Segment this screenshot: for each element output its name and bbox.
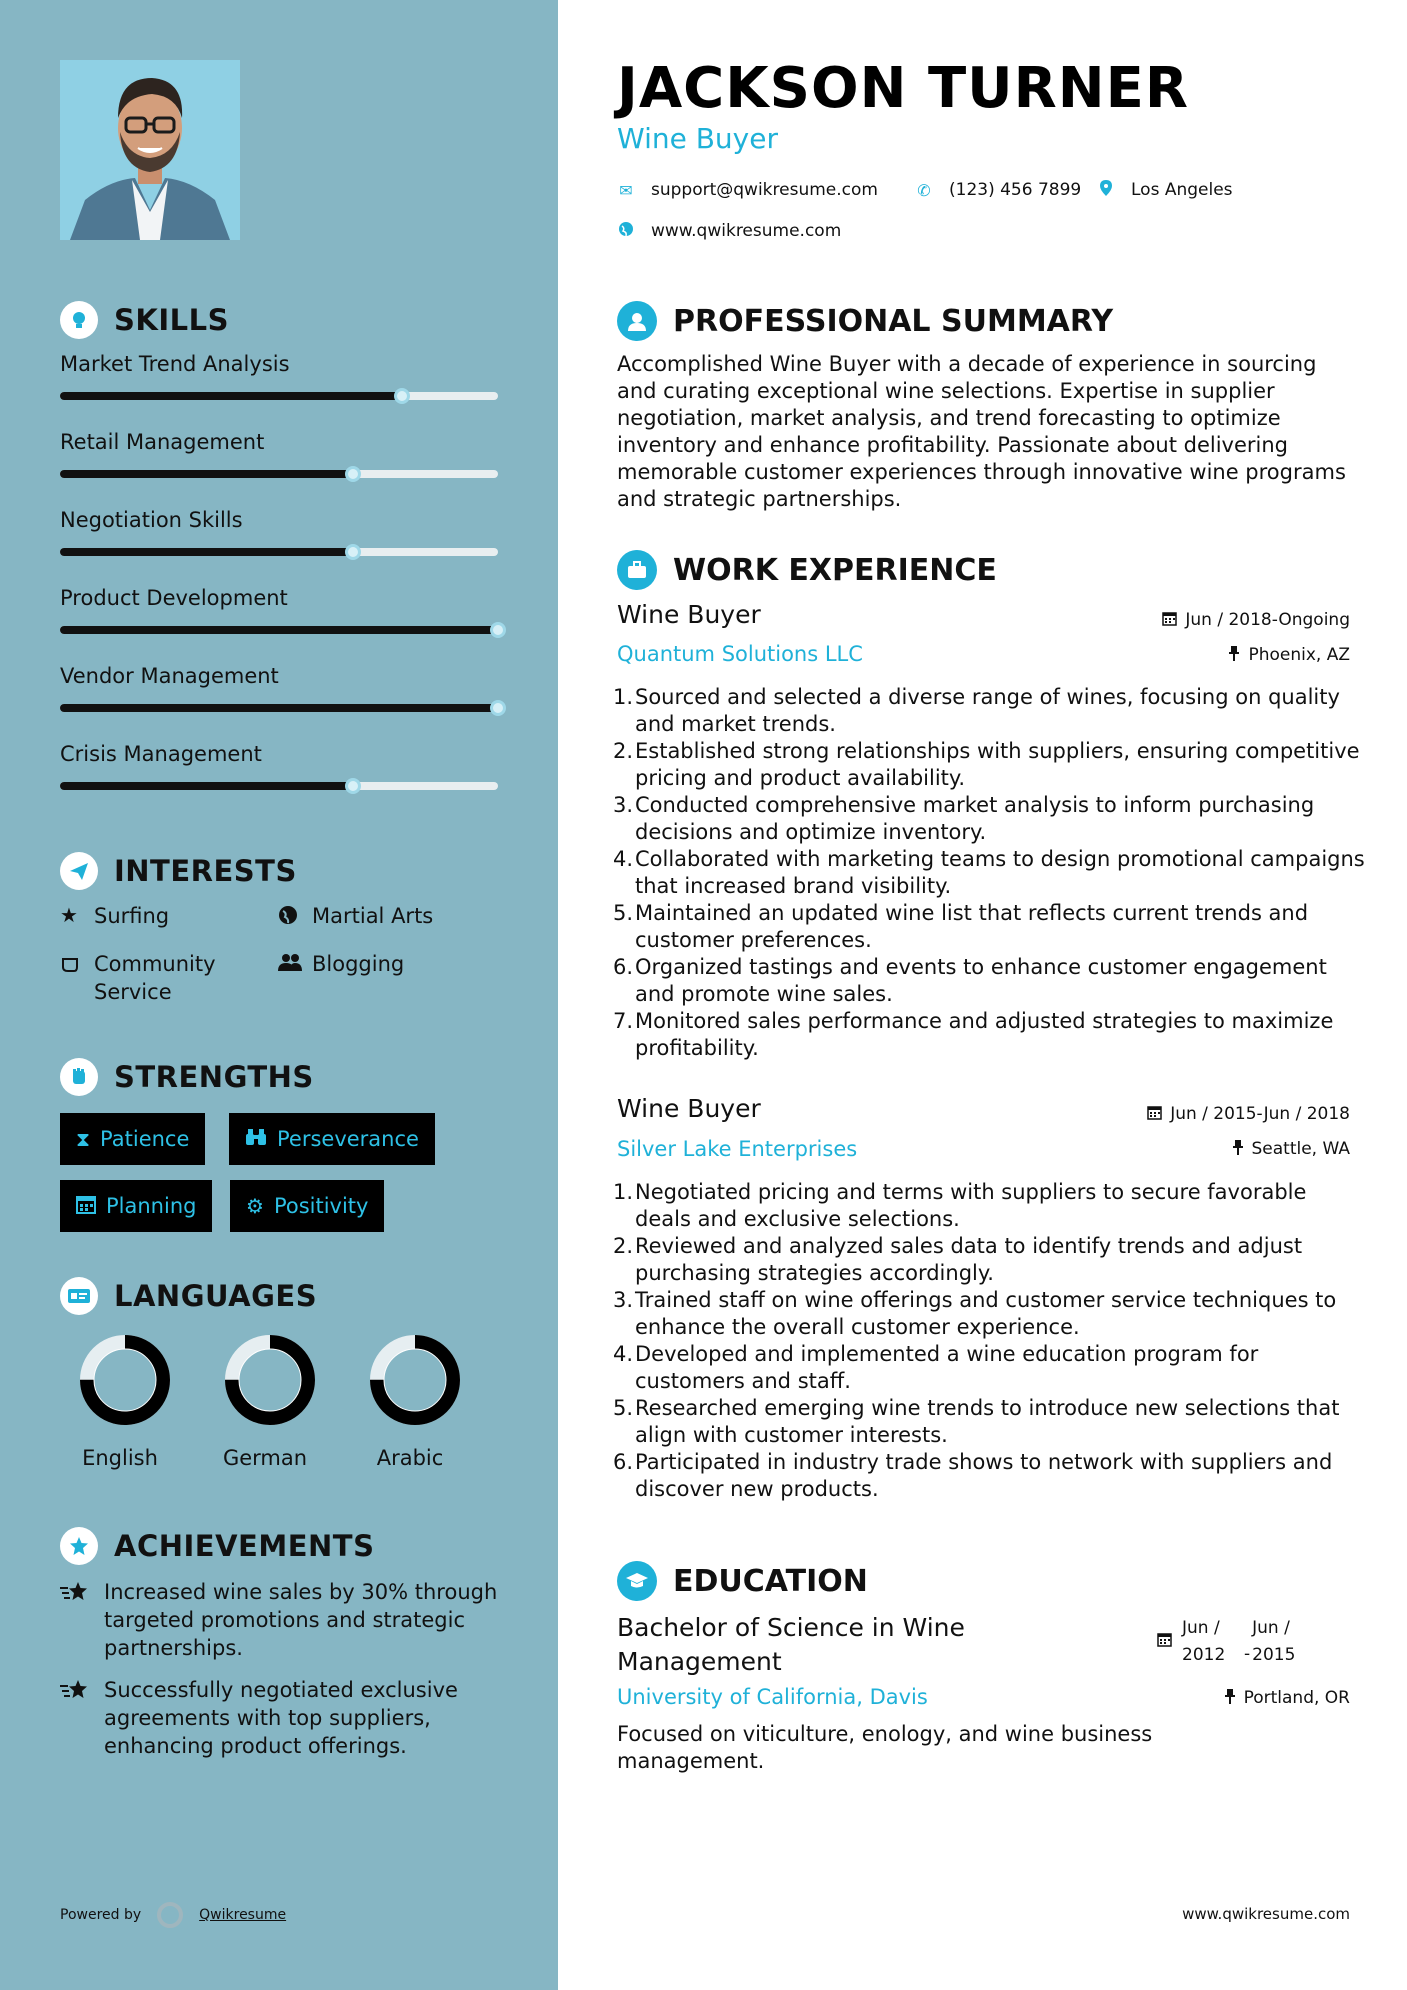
achievements-header xyxy=(60,1527,374,1565)
summary-header xyxy=(617,301,1113,341)
users-icon xyxy=(278,950,300,979)
gear-icon: ⚙ xyxy=(246,1194,264,1218)
job-duties xyxy=(613,1179,1365,1503)
skill-label: Crisis Management xyxy=(60,742,262,766)
contact-website[interactable] xyxy=(617,221,841,241)
interest-label: Community Service xyxy=(94,952,216,1004)
education-location-text: Portland, OR xyxy=(1243,1688,1350,1708)
strength-label: Planning xyxy=(106,1194,197,1218)
duty-item: 3. Trained staff on wine offerings and customer service techniques to enhance the overall customer experience. xyxy=(613,1288,1337,1339)
skill-knob xyxy=(345,466,361,482)
paper-plane-icon xyxy=(60,852,98,890)
pushpin-icon xyxy=(1228,646,1240,665)
strengths-title: STRENGTHS xyxy=(114,1060,314,1094)
interests-header xyxy=(60,852,297,890)
language-item xyxy=(350,1330,470,1470)
skill-bar xyxy=(60,548,498,556)
pushpin-icon xyxy=(1224,1689,1236,1708)
qwikresume-logo-icon xyxy=(157,1902,183,1928)
interest-item xyxy=(278,950,404,979)
phone-icon: ✆ xyxy=(917,180,931,200)
language-donut xyxy=(220,1330,320,1430)
skill-bar xyxy=(60,704,498,712)
contact-email[interactable] xyxy=(617,180,878,200)
strength-badge xyxy=(229,1113,435,1165)
skill-label: Market Trend Analysis xyxy=(60,352,290,376)
language-donut xyxy=(365,1330,465,1430)
duty-item: 4. Developed and implemented a wine education program for customers and staff. xyxy=(613,1342,1259,1393)
achievement-item xyxy=(60,1578,500,1662)
skill-label: Retail Management xyxy=(60,430,265,454)
envelope-icon: ✉ xyxy=(619,180,633,200)
strength-label: Perseverance xyxy=(277,1127,419,1151)
strength-badge xyxy=(230,1180,384,1232)
duty-item: 4. Collaborated with marketing teams to design promotional campaigns that increased brand visibility. xyxy=(613,847,1365,898)
education-description: Focused on viticulture, enology, and wine business management. xyxy=(617,1722,1153,1773)
interest-label: Surfing xyxy=(94,904,170,928)
duty-item: 6. Organized tastings and events to enhance customer engagement and promote wine sales. xyxy=(613,955,1327,1006)
skill-label: Negotiation Skills xyxy=(60,508,243,532)
duty-item: 3. Conducted comprehensive market analysis to inform purchasing decisions and optimize inventory. xyxy=(613,793,1315,844)
binoculars-icon xyxy=(245,1127,267,1151)
duty-item: 2. Established strong relationships with suppliers, ensuring competitive pricing and product availability. xyxy=(613,739,1360,790)
calendar-icon xyxy=(76,1194,96,1219)
education-title: EDUCATION xyxy=(673,1563,868,1599)
language-item xyxy=(205,1330,325,1470)
skills-header xyxy=(60,301,229,339)
contact-phone[interactable] xyxy=(915,180,1081,200)
interest-label: Blogging xyxy=(312,952,405,976)
strength-badge xyxy=(60,1113,205,1165)
job-dates xyxy=(1162,610,1350,630)
edu-end-month: Jun / xyxy=(1252,1618,1290,1638)
skill-knob xyxy=(345,778,361,794)
profile-photo xyxy=(60,60,240,240)
skill-item xyxy=(60,508,498,532)
candidate-name: JACKSON TURNER xyxy=(617,56,1190,121)
job-location xyxy=(1232,1139,1351,1159)
globe-icon xyxy=(617,221,635,241)
id-card-icon xyxy=(60,1277,98,1315)
strength-label: Positivity xyxy=(273,1194,369,1218)
calendar-icon xyxy=(1157,1632,1172,1652)
duty-item: 5. Maintained an updated wine list that reflects current trends and customer preferences. xyxy=(613,901,1309,952)
language-item xyxy=(60,1330,180,1470)
star-badge-icon xyxy=(60,1527,98,1565)
contact-location xyxy=(1097,180,1233,200)
job-company: Silver Lake Enterprises xyxy=(617,1137,858,1161)
hand-icon xyxy=(60,950,82,979)
lightbulb-icon xyxy=(60,301,98,339)
candidate-role: Wine Buyer xyxy=(617,122,778,155)
job-location-text: Phoenix, AZ xyxy=(1248,645,1350,665)
star-icon: ★ xyxy=(60,903,78,927)
skill-item xyxy=(60,430,498,454)
achievement-text: Increased wine sales by 30% through targeted promotions and strategic partnerships. xyxy=(104,1580,498,1660)
interests-title: INTERESTS xyxy=(114,854,297,888)
shooting-star-icon xyxy=(60,1676,90,1710)
degree-line-1: Bachelor of Science in Wine xyxy=(617,1613,965,1642)
degree-title xyxy=(617,1611,965,1679)
calendar-icon xyxy=(1162,611,1177,630)
briefcase-icon xyxy=(617,550,657,590)
qwikresume-link[interactable]: Qwikresume xyxy=(199,1907,287,1923)
languages-header xyxy=(60,1277,317,1315)
job-dates-text: Jun / 2018-Ongoing xyxy=(1185,610,1350,630)
interest-item xyxy=(278,902,433,931)
skill-item xyxy=(60,742,498,766)
edu-start-month: Jun / xyxy=(1182,1618,1220,1638)
edu-end-year: 2015 xyxy=(1252,1645,1296,1665)
skill-item xyxy=(60,352,498,376)
strength-badge xyxy=(60,1180,212,1232)
user-icon xyxy=(617,301,657,341)
job-dates xyxy=(1147,1104,1350,1124)
skill-knob xyxy=(490,700,506,716)
achievement-item xyxy=(60,1676,500,1760)
powered-by xyxy=(60,1902,286,1928)
powered-by-label: Powered by xyxy=(60,1907,142,1923)
edu-start-year: 2012 xyxy=(1182,1645,1226,1665)
graduation-cap-icon xyxy=(617,1561,657,1601)
map-pin-icon xyxy=(1097,180,1115,200)
skill-label: Vendor Management xyxy=(60,664,279,688)
language-donut xyxy=(75,1330,175,1430)
school-name: University of California, Davis xyxy=(617,1685,928,1709)
pushpin-icon xyxy=(1232,1140,1244,1159)
language-label: English xyxy=(82,1446,158,1470)
skills-title: SKILLS xyxy=(114,303,229,337)
hourglass-icon: ⧗ xyxy=(76,1127,91,1151)
job-duties xyxy=(613,684,1365,1062)
phone-text: (123) 456 7899 xyxy=(949,180,1082,200)
summary-text: Accomplished Wine Buyer with a decade of experience in sourcing and curating exceptional wine selections. Expertise in supplier negotiation, market analysis, and trend forecasting to optimize inventory and enhance profitability. Passionate about delivering memorable customer experiences through innovative wine programs and strategic partnerships. xyxy=(617,352,1346,511)
achievement-text: Successfully negotiated exclusive agreements with top suppliers, enhancing product offerings. xyxy=(104,1678,458,1758)
duty-item: 7. Monitored sales performance and adjusted strategies to maximize profitability. xyxy=(613,1009,1334,1060)
job-title: Wine Buyer xyxy=(617,1094,761,1123)
language-label: Arabic xyxy=(376,1446,444,1470)
email-text: support@qwikresume.com xyxy=(651,180,878,200)
skill-item xyxy=(60,586,498,610)
job-company: Quantum Solutions LLC xyxy=(617,642,863,666)
fist-icon xyxy=(60,1058,98,1096)
skill-bar xyxy=(60,470,498,478)
job-location-text: Seattle, WA xyxy=(1251,1139,1350,1159)
calendar-icon xyxy=(1147,1105,1162,1124)
globe-icon xyxy=(278,902,300,931)
job-dates-text: Jun / 2015-Jun / 2018 xyxy=(1170,1104,1350,1124)
skill-bar xyxy=(60,782,498,790)
language-label: German xyxy=(222,1446,308,1470)
shooting-star-icon xyxy=(60,1578,90,1612)
location-text: Los Angeles xyxy=(1131,180,1233,200)
skill-bar xyxy=(60,626,498,634)
languages-title: LANGUAGES xyxy=(114,1279,318,1313)
summary-title: PROFESSIONAL SUMMARY xyxy=(673,303,1114,339)
experience-header xyxy=(617,550,997,590)
job-location xyxy=(1228,645,1350,665)
footer-url[interactable]: www.qwikresume.com xyxy=(1182,1905,1350,1923)
sidebar xyxy=(0,0,558,1990)
skill-knob xyxy=(345,544,361,560)
skill-knob xyxy=(394,388,410,404)
website-text: www.qwikresume.com xyxy=(651,221,842,241)
duty-item: 1. Sourced and selected a diverse range of wines, focusing on quality and market trends. xyxy=(613,685,1340,736)
strength-label: Patience xyxy=(100,1127,190,1151)
education-location xyxy=(1224,1688,1350,1708)
education-header xyxy=(617,1561,868,1601)
skill-label: Product Development xyxy=(60,586,288,610)
skill-knob xyxy=(490,622,506,638)
skill-bar xyxy=(60,392,498,400)
interest-label: Martial Arts xyxy=(312,904,434,928)
job-title: Wine Buyer xyxy=(617,600,761,629)
degree-line-2: Management xyxy=(617,1647,782,1676)
experience-title: WORK EXPERIENCE xyxy=(673,552,997,588)
strengths-header xyxy=(60,1058,314,1096)
interest-item xyxy=(60,950,244,1006)
duty-item: 1. Negotiated pricing and terms with suppliers to secure favorable deals and exclusive selections. xyxy=(613,1180,1307,1231)
duty-item: 5. Researched emerging wine trends to introduce new selections that align with customer interests. xyxy=(613,1396,1340,1447)
achievements-title: ACHIEVEMENTS xyxy=(114,1529,375,1563)
duty-item: 6. Participated in industry trade shows to network with suppliers and discover new products. xyxy=(613,1450,1333,1501)
education-dates: Jun / 2012 - Jun / 2015 xyxy=(1157,1615,1302,1669)
skill-item xyxy=(60,664,498,688)
interest-item xyxy=(60,902,169,930)
duty-item: 2. Reviewed and analyzed sales data to identify trends and adjust purchasing strategies accordingly. xyxy=(613,1234,1303,1285)
